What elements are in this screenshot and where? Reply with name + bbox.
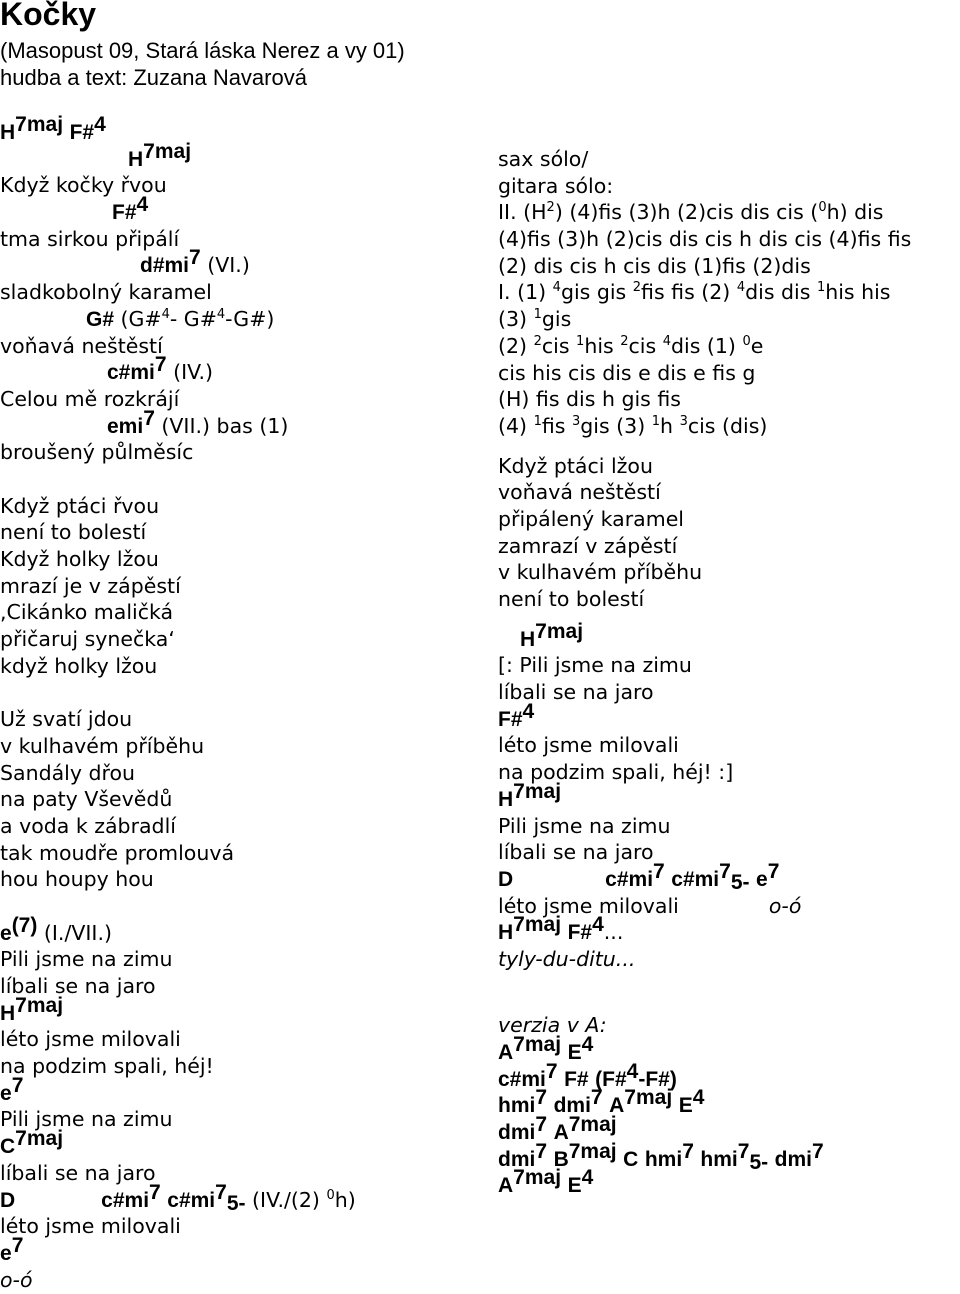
intro-chords: $H^{7maj}$ F#$^4$ <box>0 113 106 144</box>
lyric-line: Když kočky řvou <box>0 173 167 198</box>
right-column <box>498 146 911 1199</box>
chord-line: $H^{7maj}$ <box>128 139 192 171</box>
chord-line: $d\#mi^7$ (VI.) <box>140 246 250 278</box>
lyric-line: není to bolestí <box>0 520 147 545</box>
solo-line: II. $(H^2)$ (4)fis (3)h (2)cis dis cis ($^0$h) dis <box>498 200 884 225</box>
lyric-line: na podzim spali, héj! <box>0 1054 214 1079</box>
lyric-line: tak moudře promlouvá <box>0 840 235 865</box>
chord-line: F#$^4$ <box>498 699 535 731</box>
chord-line: $c\#mi^7$ F# (F#$^4$-F#) <box>498 1059 677 1091</box>
solo-line: I. (1) $^4$gis gis $^2$fis fis (2) $^4$dis dis $^1$his his <box>498 280 891 305</box>
chord-line: F#$^4$ <box>112 193 149 225</box>
lyric-line: léto jsme milovali <box>498 733 679 758</box>
lyric-line: Když ptáci lžou <box>498 453 653 478</box>
lyric-line: broušený půlměsíc <box>0 440 194 465</box>
lyric-line: Když ptáci řvou <box>0 493 160 518</box>
chord-line: D $c\#mi^7$ $c\#mi^7_{5-}$ (IV./(2) $^0$h) <box>0 1180 356 1215</box>
solo-line: (2) $^2$cis $^1$his $^2$cis $^4$dis (1) $^0$e <box>498 333 764 358</box>
song-title: Kočky <box>0 0 97 32</box>
solo-label: sax sólo/ <box>498 147 589 171</box>
lyric-line: líbali se na jaro <box>0 1160 156 1185</box>
lyric-line: připálený karamel <box>498 506 685 531</box>
chord-line: G# (G#$^4$- G#$^4$-G#) <box>86 306 275 331</box>
lyric-line: Sandály dřou <box>0 760 136 785</box>
lyric-line: Pili jsme na zimu <box>498 813 671 838</box>
solo-line: (H) fis dis h gis fis <box>498 387 681 412</box>
chord-line: $A^{7maj}$ $E^4$ <box>498 1166 594 1198</box>
lyric-line: tma sirkou připálí <box>0 226 180 251</box>
chord-line: D $c\#mi^7$ $c\#mi^7_{5-}$ $e^7$ <box>498 859 780 894</box>
chord-line: $H^{7maj}$ <box>0 993 64 1025</box>
lyric-line: na paty Vševědů <box>0 787 173 812</box>
lyric-line: Celou mě rozkrájí <box>0 386 180 411</box>
lyric-line: v kulhavém příběhu <box>0 733 205 758</box>
chord-line: $C^{7maj}$ <box>0 1127 64 1159</box>
chord-line: hmi$^7$ dmi$^7$ $A^{7maj}$ $E^4$ <box>498 1086 705 1118</box>
song-source: (Masopust 09, Stará láska Nerez a vy 01) <box>0 38 405 63</box>
lyric-line: zamrazí v zápěstí <box>498 533 678 558</box>
lyric-line: Už svatí jdou <box>0 707 133 732</box>
lyric-line: líbali se na jaro <box>498 680 654 705</box>
solo-line: (4)fis (3)h (2)cis dis cis h dis cis (4)fis fis <box>498 227 912 252</box>
lyric-line: Pili jsme na zimu <box>0 1107 173 1132</box>
chord-line: $c\#mi^7$ (IV.) <box>107 353 214 385</box>
song-credits: hudba a text: Zuzana Navarová <box>0 65 307 90</box>
lyric-line: na podzim spali, héj! :] <box>498 760 734 785</box>
lyric-line: voňavá neštěstí <box>498 480 661 505</box>
lyric-line: líbali se na jaro <box>0 974 156 998</box>
solo-line: (4) $^1$fis $^3$gis (3) $^1$h $^3$cis (dis) <box>498 413 768 438</box>
lyric-line: léto jsme milovali o-ó <box>498 893 802 918</box>
chord-line: dmi$^7$ $B^{7maj}$ C hmi$^7$ hmi$^7_{5-}$ dmi$^7$ <box>498 1139 824 1174</box>
lyric-line: líbali se na jaro <box>498 840 654 865</box>
lyric-line: léto jsme milovali <box>0 1214 181 1239</box>
left-column <box>0 113 356 1293</box>
lyric-line: když holky lžou <box>0 653 158 678</box>
chord-line: $e^{(7)}$ (I./VII.) <box>0 913 112 945</box>
chord-line: $e^7$ <box>0 1233 24 1265</box>
lyric-line: o-ó <box>0 1267 33 1292</box>
solo-label: gitara sólo: <box>498 173 614 198</box>
lyric-line: mrazí je v zápěstí <box>0 573 181 598</box>
lyric-line: tyly-du-ditu... <box>498 946 636 971</box>
lyric-line: voňavá neštěstí <box>0 333 163 358</box>
chord-line: $H^{7maj}$ <box>520 619 584 651</box>
chord-line: $A^{7maj}$ $E^4$ <box>498 1033 594 1064</box>
chord-line: $H^{7maj}$ F#$^4$... <box>498 913 624 945</box>
lyric-line: a voda k zábradlí <box>0 813 176 838</box>
chord-line: dmi$^7$ $A^{7maj}$ <box>498 1113 617 1145</box>
lyric-line: Pili jsme na zimu <box>0 947 173 972</box>
version-label: verzia v A: <box>498 1013 607 1038</box>
lyric-line: není to bolestí <box>498 587 645 611</box>
lyric-line: léto jsme milovali <box>0 1027 181 1052</box>
lyric-line: ,Cikánko maličká <box>0 600 174 625</box>
solo-line: (3) $^1$gis <box>498 307 572 332</box>
chord-line: emi$^7$ (VII.) bas (1) <box>107 406 289 438</box>
lyric-line: sladkobolný karamel <box>0 280 212 305</box>
lyric-line: v kulhavém příběhu <box>498 560 703 585</box>
solo-line: cis his cis dis e dis e fis g <box>498 360 756 385</box>
lyric-line: Když holky lžou <box>0 547 159 571</box>
lyric-line: přičaruj synečka‘ <box>0 627 175 652</box>
solo-line: (2) dis cis h cis dis (1)fis (2)dis <box>498 253 811 278</box>
lyric-line: [: Pili jsme na zimu <box>498 653 692 678</box>
lyric-line: hou houpy hou <box>0 867 154 892</box>
chord-line: $e^7$ <box>0 1073 24 1105</box>
chord-line: $H^{7maj}$ <box>498 779 562 811</box>
